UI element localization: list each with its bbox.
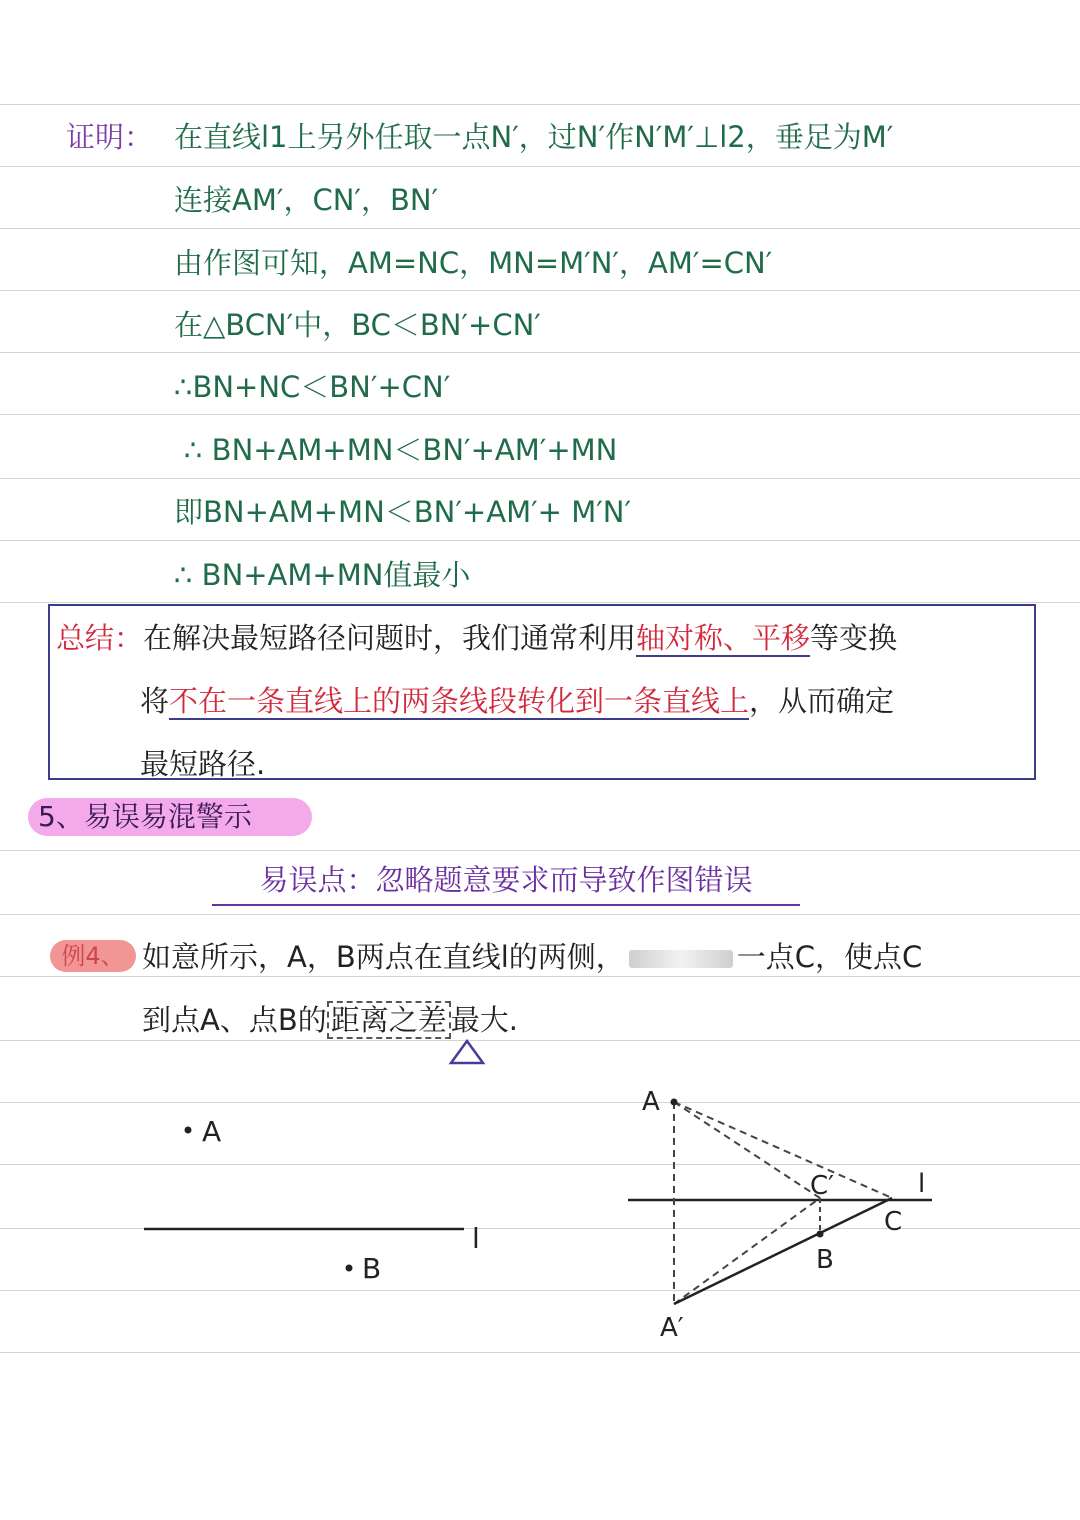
proof-line-5: ∴BN+NC＜BN′+CN′ xyxy=(174,370,451,404)
summary-line-1 xyxy=(56,618,897,658)
misread-point: 易误点：忽略题意要求而导致作图错误 xyxy=(212,860,800,906)
summary-text-2a: 将 xyxy=(140,684,170,718)
summary-line-2 xyxy=(140,681,894,721)
summary-label: 总结： xyxy=(56,621,144,655)
boxed-keyword: 距离之差 xyxy=(327,1001,451,1039)
point-a-dot xyxy=(671,1099,678,1106)
section-heading: 5、易误易混警示 xyxy=(28,798,312,836)
segment-a-prime-c-prime xyxy=(674,1198,820,1304)
question-text-1a: 如意所示，A，B两点在直线l的两侧， xyxy=(142,940,625,974)
point-b-label: B xyxy=(816,1245,834,1275)
left-figure xyxy=(130,1100,510,1300)
proof-line-1: 在直线l1上另外任取一点N′，过N′作N′M′⊥l2，垂足为M′ xyxy=(174,120,894,154)
line-l-label: l xyxy=(918,1169,926,1199)
proof-line-8: ∴ BN+AM+MN值最小 xyxy=(174,558,471,592)
question-line-2 xyxy=(142,1000,518,1040)
right-figure xyxy=(620,1080,950,1350)
point-a-prime-label: A′ xyxy=(660,1313,684,1343)
proof-label: 证明： xyxy=(66,120,154,154)
segment-ac-prime xyxy=(674,1102,820,1198)
blurred-text xyxy=(629,950,733,968)
proof-line-3: 由作图可知，AM=NC，MN=M′N′，AM′=CN′ xyxy=(174,246,773,280)
summary-text-1b: 等变换 xyxy=(810,621,898,655)
point-c-label: C xyxy=(884,1207,903,1237)
summary-highlight-1: 轴对称、平移 xyxy=(636,621,811,655)
summary-text-2b: ，从而确定 xyxy=(749,684,895,718)
point-a-label: A xyxy=(202,1115,222,1148)
point-a-label: A xyxy=(642,1087,660,1117)
example-tag: 例4、 xyxy=(50,940,136,972)
proof-line-4: 在△BCN′中，BC＜BN′+CN′ xyxy=(174,308,541,342)
segment-a-prime-c xyxy=(674,1198,892,1304)
question-line-1 xyxy=(142,937,922,977)
proof-line-7: 即BN+AM+MN＜BN′+AM′+ M′N′ xyxy=(174,495,632,529)
summary-highlight-2: 不在一条直线上的两条线段转化到一条直线上 xyxy=(169,684,750,718)
point-a-dot xyxy=(185,1127,192,1134)
line-l-label: l xyxy=(472,1222,480,1255)
proof-line-2: 连接AM′，CN′，BN′ xyxy=(174,183,439,217)
point-c-prime-label: C′ xyxy=(810,1171,835,1201)
question-text-2b: 最大. xyxy=(450,1003,518,1037)
proof-line-6: ∴ BN+AM+MN＜BN′+AM′+MN xyxy=(184,433,618,467)
question-text-1b: 一点C，使点C xyxy=(736,940,923,974)
summary-text-1a: 在解决最短路径问题时，我们通常利用 xyxy=(143,621,637,655)
question-text-2a: 到点A、点B的 xyxy=(142,1003,327,1037)
point-b-dot xyxy=(817,1231,824,1238)
triangle-mark-icon xyxy=(448,1038,486,1066)
segment-ac xyxy=(674,1102,892,1198)
point-b-label: B xyxy=(362,1252,382,1285)
point-b-dot xyxy=(346,1265,353,1272)
summary-line-3: 最短路径. xyxy=(140,747,266,781)
